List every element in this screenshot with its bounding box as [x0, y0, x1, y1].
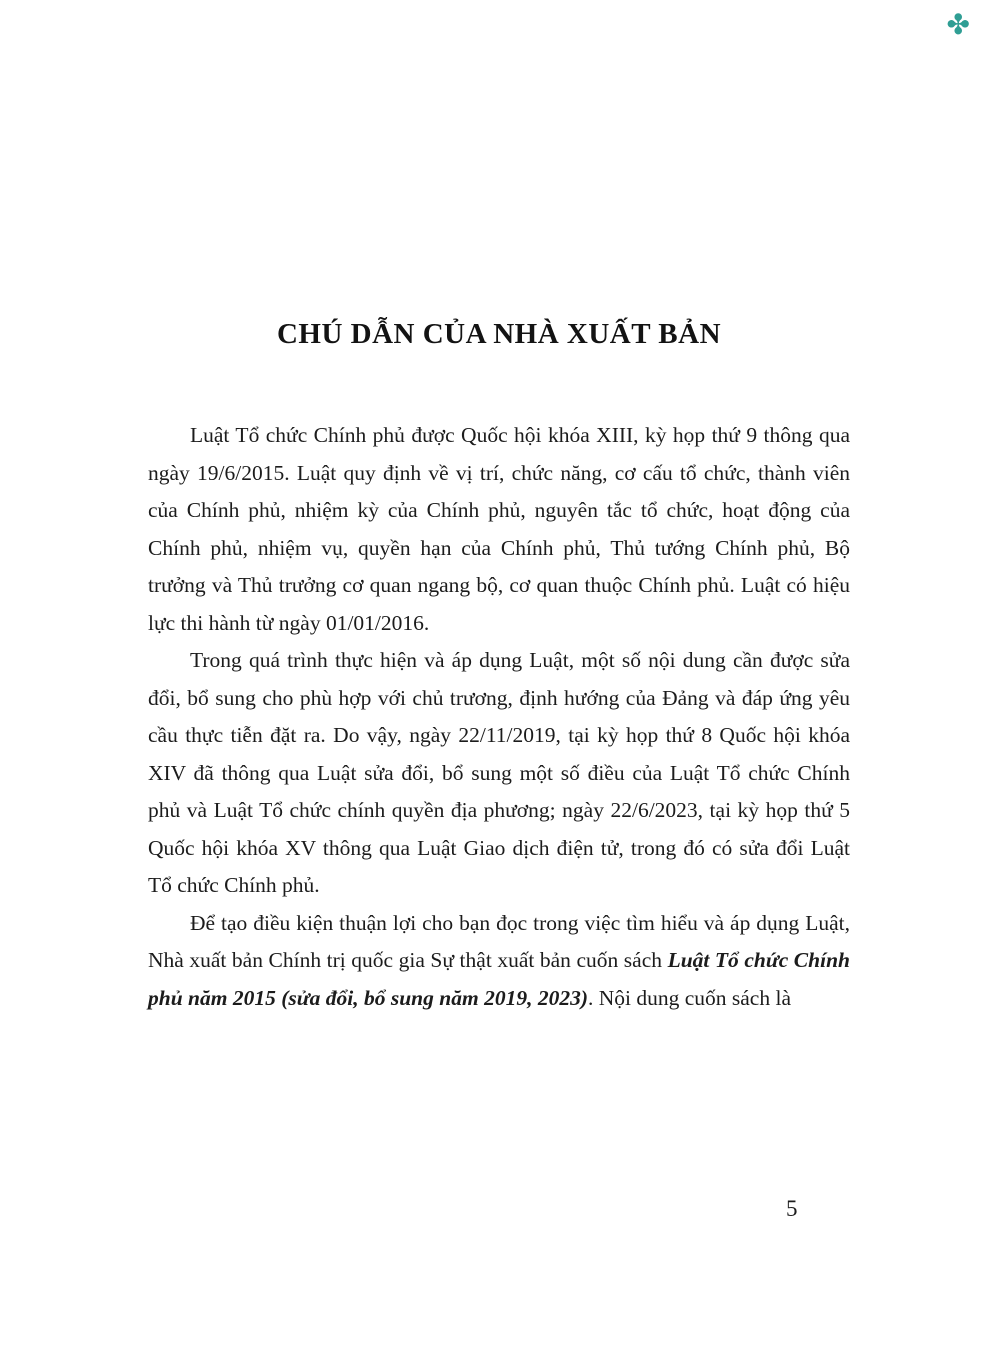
flower-icon: ✤	[946, 10, 970, 41]
paragraph-text: Luật Tổ chức Chính phủ được Quốc hội khóa XIII, kỳ họp thứ 9 thông qua ngày 19/6/2015. Luật quy định về vị trí, chức năng, cơ cấu tổ chức, thành viên của Chính phủ, nhiệm kỳ của Chính phủ, nguyên tắc tổ chức, hoạt động của Chính phủ, nhiệm vụ, quyền hạn của Chính phủ, Thủ tướng Chính phủ, Bộ trưởng và Thủ trưởng cơ quan ngang bộ, cơ quan thuộc Chính phủ. Luật có hiệu lực thi hành từ ngày 01/01/2016.	[148, 423, 850, 635]
body-text	[148, 417, 850, 1017]
paragraph-text: Để tạo điều kiện thuận lợi cho bạn đọc trong việc tìm hiểu và áp dụng Luật, Nhà xuất bản Chính trị quốc gia Sự thật xuất bản cuốn sách	[148, 910, 850, 972]
paragraph	[148, 905, 850, 1018]
page-title: CHÚ DẪN CỦA NHÀ XUẤT BẢN	[276, 318, 722, 350]
page-number: 5	[786, 1196, 798, 1221]
paragraph-text: . Nội dung cuốn sách là	[587, 985, 791, 1010]
paragraph-text: Trong quá trình thực hiện và áp dụng Luật, một số nội dung cần được sửa đổi, bổ sung cho phù hợp với chủ trương, định hướng của Đảng và đáp ứng yêu cầu thực tiễn đặt ra. Do vậy, ngày 22/11/2019, tại kỳ họp thứ 8 Quốc hội khóa XIV đã thông qua Luật sửa đổi, bổ sung một số điều của Luật Tổ chức Chính phủ và Luật Tổ chức chính quyền địa phương; ngày 22/6/2023, tại kỳ họp thứ 5 Quốc hội khóa XV thông qua Luật Giao dịch điện tử, trong đó có sửa đổi Luật Tổ chức Chính phủ.	[148, 648, 850, 897]
paragraph	[148, 417, 850, 642]
paragraph	[148, 642, 850, 905]
page-content	[148, 318, 850, 1017]
book-title-text: Luật Tổ chức Chính phủ năm 2015 (sửa đổi, bổ sung năm 2019, 2023)	[148, 948, 850, 1010]
